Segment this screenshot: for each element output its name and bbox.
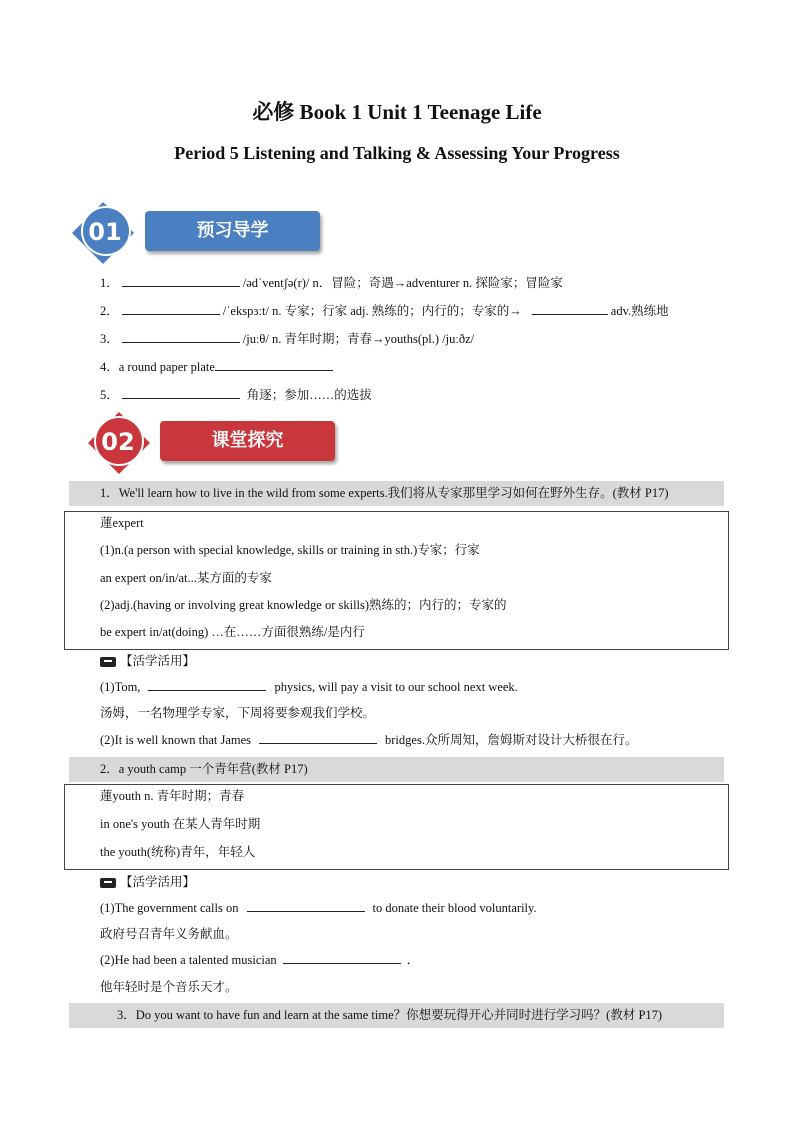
section-label-explore: 课堂探究 <box>160 421 335 461</box>
question-1: 1．We'll learn how to live in the wild from some experts.我们将从专家那里学习如何在野外生存。(教材 P17) <box>69 481 724 506</box>
fill-blank[interactable] <box>122 331 240 343</box>
box-line: the youth(统称)青年，年轻人 <box>100 845 256 859</box>
fill-blank[interactable] <box>532 303 608 315</box>
practice-2a-cn: 政府号召青年义务献血。 <box>100 927 238 941</box>
practice-heading: 【活学活用】 <box>100 653 195 669</box>
section-label-preview: 预习导学 <box>145 211 320 251</box>
practice-2b: (2)He had been a talented musician ． <box>100 953 420 967</box>
fill-blank[interactable] <box>148 679 266 691</box>
preview-item-3: 3． /juːθ/ n. 青年时期；青春→youths(pl.) /juːðz/ <box>100 332 475 346</box>
fill-blank[interactable] <box>247 900 365 912</box>
question-3: 3．Do you want to have fun and learn at the same time？你想要玩得开心并同时进行学习吗？(教材 P17) <box>69 1003 724 1028</box>
page-title: 必修 Book 1 Unit 1 Teenage Life <box>252 100 542 124</box>
section-number-badge-01 <box>70 200 136 266</box>
section-number-01: 01 <box>88 218 122 246</box>
practice-2a: (1)The government calls on to donate their blood voluntarily. <box>100 901 537 915</box>
section-number-badge-02 <box>86 410 152 476</box>
fill-blank[interactable] <box>259 732 377 744</box>
preview-item-2: 2． /ˈekspɜːt/ n. 专家；行家 adj. 熟练的；内行的；专家的→ adv.熟练地 <box>100 304 669 318</box>
box-line: be expert in/at(doing) …在……方面很熟练/是内行 <box>100 625 365 639</box>
preview-item-1: 1． /ədˈventʃə(r)/ n．冒险；奇遇→adventurer n. 探险家；冒险家 <box>100 276 563 290</box>
preview-item-5: 5． 角逐；参加……的选拔 <box>100 388 372 402</box>
practice-2b-cn: 他年轻时是个音乐天才。 <box>100 980 238 994</box>
box-line: 蓮expert <box>100 516 144 530</box>
box-line: 蓮youth n. 青年时期；青春 <box>100 789 245 803</box>
box-line: in one's youth 在某人青年时期 <box>100 817 261 831</box>
section-number-02: 02 <box>101 428 135 456</box>
fill-blank[interactable] <box>215 359 333 371</box>
pencil-icon <box>100 878 116 888</box>
box-line: an expert on/in/at...某方面的专家 <box>100 571 272 585</box>
practice-1a: (1)Tom, physics, will pay a visit to our school next week. <box>100 680 518 694</box>
pencil-icon <box>100 657 116 667</box>
practice-1b: (2)It is well known that James bridges.众所周知，詹姆斯对设计大桥很在行。 <box>100 733 638 747</box>
vocab-box-youth <box>64 784 729 870</box>
fill-blank[interactable] <box>283 952 401 964</box>
box-line: (1)n.(a person with special knowledge, skills or training in sth.)专家；行家 <box>100 543 480 557</box>
page-subtitle: Period 5 Listening and Talking & Assessing Your Progress <box>174 143 620 163</box>
fill-blank[interactable] <box>122 303 220 315</box>
vocab-box-expert <box>64 511 729 650</box>
practice-1a-cn: 汤姆，一名物理学专家，下周将要参观我们学校。 <box>100 706 376 720</box>
practice-heading: 【活学活用】 <box>100 874 195 890</box>
question-2: 2．a youth camp 一个青年营(教材 P17) <box>69 757 724 782</box>
box-line: (2)adj.(having or involving great knowledge or skills)熟练的；内行的；专家的 <box>100 598 507 612</box>
fill-blank[interactable] <box>122 387 240 399</box>
fill-blank[interactable] <box>122 275 240 287</box>
preview-item-4: 4．a round paper plate <box>100 359 336 375</box>
